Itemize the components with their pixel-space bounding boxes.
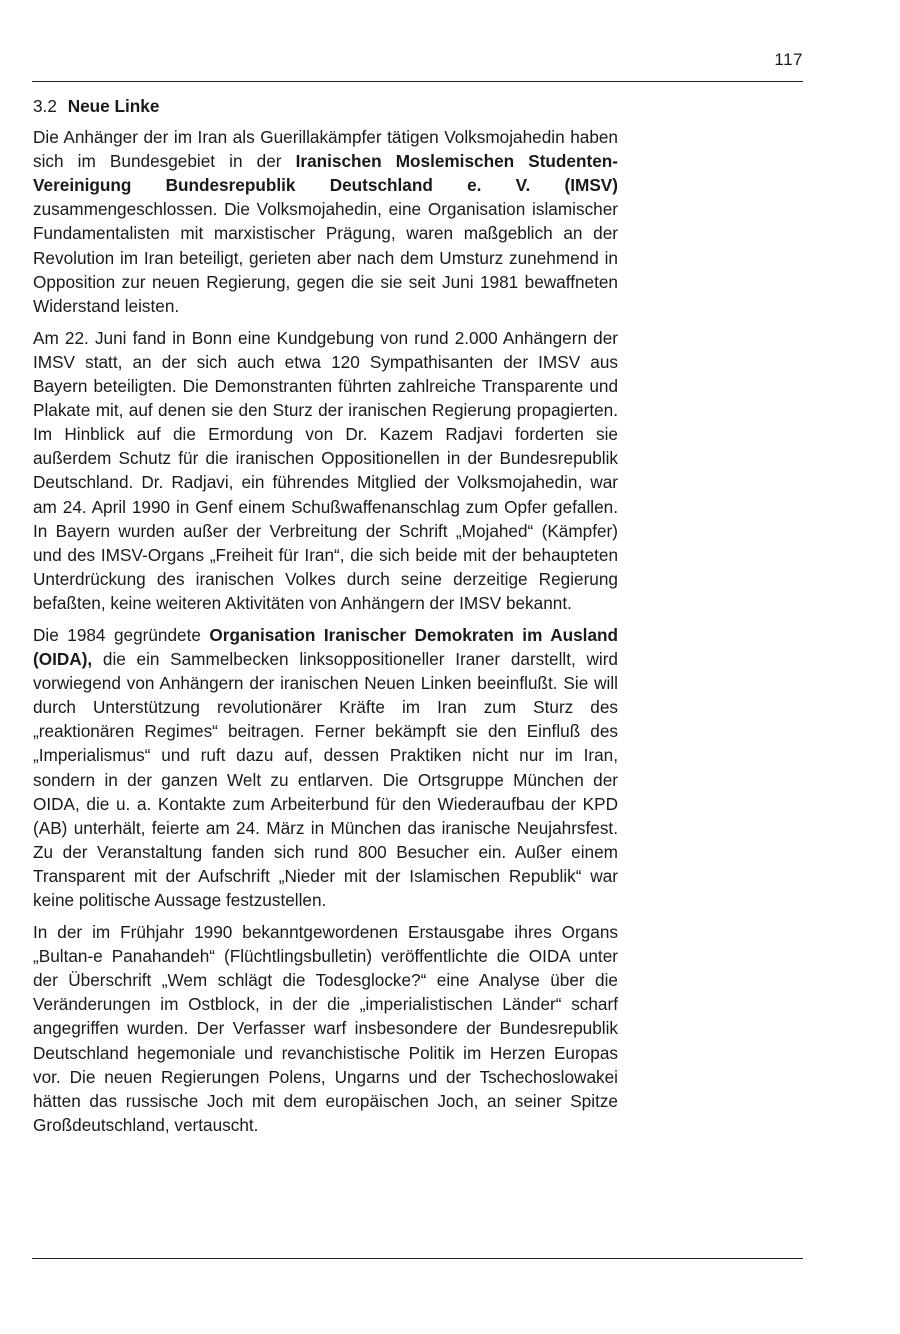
paragraph-imsv [33, 125, 618, 318]
section-number: 3.2 [33, 96, 57, 116]
paragraph-imsv-text-end: zusammengeschlossen. Die Volksmojahedin, eine Organisation islamischer Fundamentalisten mit marxistischer Prägung, waren maßgeblich an der Revolution im Iran beteiligt, gerieten aber nach dem Umsturz zunehmend in Opposition zur neuen Regierung, gegen die sie seit Juni 1981 bewaffneten Widerstand leisten. [33, 199, 618, 316]
page-body [33, 94, 618, 1145]
section-title: Neue Linke [67, 96, 160, 116]
header-rule [32, 81, 803, 82]
paragraph-imsv-text-start: Die Anhänger der im Iran als Guerillakämpfer tätigen Volksmojahedin haben sich im Bundesgebiet in der [33, 127, 618, 172]
paragraph-kundgebung: Am 22. Juni fand in Bonn eine Kundgebung von rund 2.000 Anhängern der IMSV statt, an der sich auch etwa 120 Sympathisanten der IMSV aus Bayern beteiligten. Die Demonstranten führten zahlreiche Transparente und Plakate mit, auf denen sie den Sturz der iranischen Regierung propagierten. Im Hinblick auf die Ermordung von Dr. Kazem Radjavi forderten sie außerdem Schutz für die iranischen Oppositionellen in der Bundesrepublik Deutschland. Dr. Radjavi, ein führendes Mitglied der Volksmojahedin, war am 24. April 1990 in Genf einem Schußwaffenanschlag zum Opfer gefallen. In Bayern wurden außer der Verbreitung der Schrift „Mojahed“ (Kämpfer) und des IMSV-Organs „Freiheit für Iran“, die sich beide mit der behaupteten Unterdrückung des iranischen Volkes durch seine derzeitige Regierung befaßten, keine weiteren Aktivitäten von Anhängern der IMSV bekannt. [33, 327, 618, 613]
organization-name-oida: Organisation Iranischer Demokraten im Ausland (OIDA), [33, 624, 619, 670]
organization-name-imsv: Iranischen Moslemischen Studenten-Vereinigung Bundesrepublik Deutschland e. V. (IMSV) [33, 151, 618, 196]
page-number: 117 [774, 50, 803, 69]
paragraph-oida-text-start: Die 1984 gegründete [33, 624, 210, 645]
paragraph-oida [33, 623, 618, 912]
paragraph-oida-text-end: die ein Sammelbecken linksoppositioneller Iraner darstellt, wird vorwiegend von Anhängern der iranischen Neuen Linken beeinflußt. Sie will durch Unterstützung revolutionärer Kräfte im Iran zum Sturz des „reaktionären Regimes“ beitragen. Ferner bekämpft sie den Einfluß des „Imperialismus“ und ruft dazu auf, dessen Praktiken nicht nur im Iran, sondern in der ganzen Welt zu entlarven. Die Ortsgruppe München der OIDA, die u. a. Kontakte zum Arbeiterbund für den Wiederaufbau der KPD (AB) unterhält, feierte am 24. März in München das iranische Neujahrsfest. Zu der Veranstaltung fanden sich rund 800 Besucher ein. Außer einem Transparent mit der Aufschrift „Nieder mit der Islamischen Republik“ war keine politische Aussage festzustellen. [33, 649, 618, 910]
footer-rule [32, 1258, 803, 1259]
paragraph-bulletin: In der im Frühjahr 1990 bekanntgewordenen Erstausgabe ihres Organs „Bultan-e Panahandeh“ (Flüchtlingsbulletin) veröffentlichte die OIDA unter der Überschrift „Wem schlägt die Todesglocke?“ eine Analyse über die Veränderungen im Ostblock, in der die „imperialistischen Länder“ scharf angegriffen wurden. Der Verfasser warf insbesondere der Bundesrepublik Deutschland hegemoniale und revanchistische Politik im Herzen Europas vor. Die neuen Regierungen Polens, Ungarns und der Tschechoslowakei hätten das russische Joch mit dem europäischen Joch, an seiner Spitze Großdeutschland, vertauscht. [33, 922, 618, 1135]
section-heading [33, 94, 618, 118]
